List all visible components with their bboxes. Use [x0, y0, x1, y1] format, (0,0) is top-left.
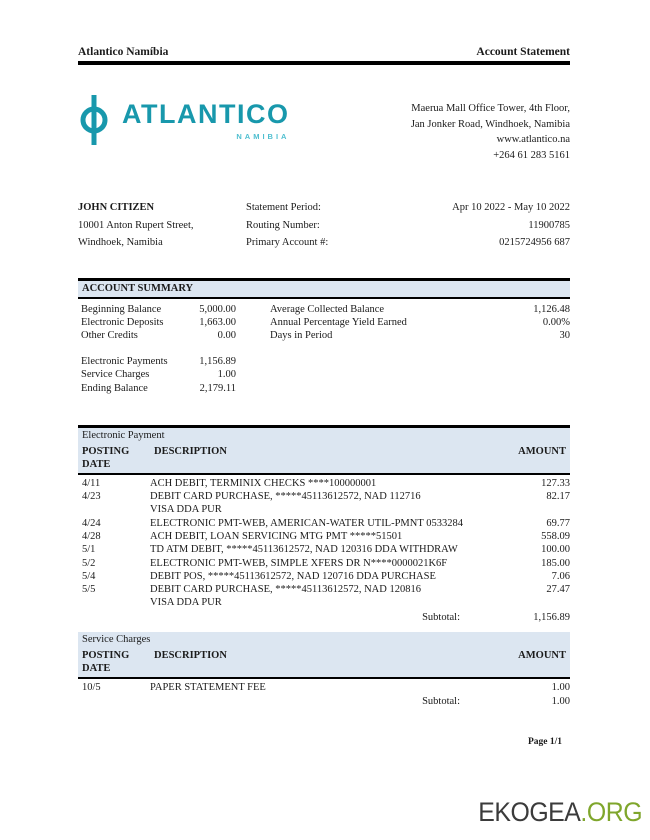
service-charges-subtotal-row [78, 695, 570, 708]
logo-text [122, 95, 289, 141]
header-rule [78, 61, 570, 65]
summary-row [78, 368, 570, 381]
header-bank-name: Atlantico Namíbia [78, 46, 169, 58]
document-header [78, 0, 570, 58]
tx-amount: 27.47 [546, 584, 570, 596]
tx-amount: 558.09 [541, 530, 570, 542]
subtotal-spacer [78, 611, 150, 624]
statement-info-labels [246, 199, 396, 252]
tx-amount: 185.00 [541, 557, 570, 569]
col-description: DESCRIPTION [154, 445, 227, 457]
tx-amount: 7.06 [551, 570, 570, 582]
summary-value: 0.00% [542, 316, 570, 328]
table-row [78, 517, 570, 530]
bank-address-line2: Jan Jonker Road, Windhoek, Namibia [410, 118, 570, 130]
logo-brand-name: ATLANTICO [122, 99, 290, 129]
tx-description: TD ATM DEBIT, *****45113612572, NAD 120316 DDA WITHDRAW [150, 544, 458, 556]
summary-label: Service Charges [81, 369, 150, 381]
tx-description-line2: VISA DDA PUR [150, 597, 222, 609]
summary-row [78, 382, 570, 395]
tx-description-line1: DEBIT CARD PURCHASE, *****45113612572, NAD 120816 [150, 584, 421, 596]
watermark-tld: .ORG [580, 797, 642, 827]
tx-amount: 127.33 [541, 477, 570, 489]
customer-name: JOHN CITIZEN [78, 202, 155, 213]
tx-date: 4/23 [82, 491, 101, 503]
summary-label: Average Collected Balance [270, 303, 385, 315]
table-row [78, 490, 570, 517]
table-row [78, 477, 570, 490]
subtotal-amount: 1,156.89 [533, 611, 570, 623]
tx-date: 4/24 [82, 517, 101, 529]
service-charges-table-header [78, 648, 570, 679]
subtotal-amount: 1.00 [551, 696, 570, 708]
atlantico-logo [78, 95, 289, 163]
col-amount: AMOUNT [518, 445, 566, 457]
customer-block [78, 199, 246, 252]
service-charges-title: Service Charges [78, 632, 570, 648]
summary-value: 1,156.89 [199, 356, 236, 368]
summary-row [78, 316, 570, 329]
atlantico-phi-icon [78, 95, 110, 145]
tx-date: 5/5 [82, 584, 96, 596]
bank-website: www.atlantico.na [496, 134, 570, 145]
electronic-payment-table-body [78, 475, 570, 624]
table-row [78, 681, 570, 694]
col-amount: AMOUNT [518, 649, 566, 661]
customer-address-line2: Windhoek, Namibia [78, 237, 163, 248]
tx-amount: 82.17 [546, 491, 570, 503]
table-row [78, 583, 570, 610]
statement-info-values [396, 199, 570, 252]
col-posting-date: POSTING DATE [82, 445, 130, 470]
tx-description: ELECTRONIC PMT-WEB, SIMPLE XFERS DR N****0000021K6F [150, 557, 448, 569]
routing-number-label: Routing Number: [246, 219, 320, 231]
page-number: Page 1/1 [527, 736, 562, 747]
subtotal-label: Subtotal: [422, 611, 460, 623]
subtotal-label: Subtotal: [422, 696, 460, 708]
tx-description: ACH DEBIT, TERMINIX CHECKS ****100000001 [150, 477, 377, 489]
bank-phone: +264 61 283 5161 [493, 149, 570, 161]
header-doc-title: Account Statement [476, 46, 570, 58]
tx-date: 4/11 [82, 477, 101, 489]
summary-label: Ending Balance [81, 382, 148, 394]
statement-period-label: Statement Period: [246, 202, 321, 213]
table-row [78, 570, 570, 583]
brand-row [78, 95, 570, 163]
electronic-payment-title: Electronic Payment [78, 428, 570, 444]
ekogea-watermark [478, 797, 642, 828]
summary-label: Electronic Deposits [81, 316, 164, 328]
bank-address-block [411, 95, 570, 163]
summary-spacer [78, 342, 570, 355]
electronic-payment-subtotal-row [78, 611, 570, 624]
tx-description [150, 583, 480, 610]
summary-value: 1.00 [217, 369, 236, 381]
table-row [78, 530, 570, 543]
tx-description-line2: VISA DDA PUR [150, 504, 222, 516]
bank-address-line1: Maerua Mall Office Tower, 4th Floor, [411, 103, 570, 114]
summary-value: 5,000.00 [199, 303, 236, 315]
tx-description [150, 490, 480, 517]
routing-number-value: 11900785 [528, 219, 570, 231]
tx-description: ACH DEBIT, LOAN SERVICING MTG PMT *****51501 [150, 530, 403, 542]
summary-label: Electronic Payments [81, 356, 168, 368]
col-description: DESCRIPTION [154, 649, 227, 661]
col-posting-date: POSTING DATE [82, 649, 130, 674]
summary-label: Days in Period [270, 329, 333, 341]
statement-meta-row [78, 199, 570, 252]
tx-amount: 69.77 [546, 517, 570, 529]
tx-date: 5/1 [82, 544, 96, 556]
service-charges-table-body [78, 679, 570, 709]
tx-date: 4/28 [82, 530, 101, 542]
service-charges-section [78, 632, 570, 709]
tx-date: 5/4 [82, 570, 96, 582]
tx-amount: 1.00 [551, 681, 570, 693]
account-summary-body [78, 299, 570, 395]
summary-label: Beginning Balance [81, 303, 162, 315]
table-row [78, 557, 570, 570]
tx-description: PAPER STATEMENT FEE [150, 681, 266, 693]
logo-region-name: NAMIBIA [236, 132, 290, 141]
tx-description-line1: DEBIT CARD PURCHASE, *****45113612572, NAD 112716 [150, 491, 421, 503]
statement-period-value: Apr 10 2022 - May 10 2022 [452, 202, 570, 213]
tx-description: ELECTRONIC PMT-WEB, AMERICAN-WATER UTIL-PMNT 0533284 [150, 517, 463, 529]
page-content [78, 0, 570, 747]
electronic-payment-section [78, 425, 570, 624]
tx-amount: 100.00 [541, 544, 570, 556]
tx-description: DEBIT POS, *****45113612572, NAD 120716 DDA PURCHASE [150, 570, 436, 582]
primary-account-value: 0215724956 687 [499, 237, 570, 248]
electronic-payment-table-header [78, 444, 570, 475]
watermark-name: EKOGEA [478, 797, 581, 827]
account-summary-section [78, 278, 570, 395]
summary-value: 1,126.48 [533, 303, 570, 315]
summary-value: 2,179.11 [199, 382, 236, 394]
customer-address-line1: 10001 Anton Rupert Street, [78, 219, 194, 231]
primary-account-label: Primary Account #: [246, 237, 329, 248]
summary-value: 1,663.00 [199, 316, 236, 328]
summary-value: 0.00 [217, 329, 236, 341]
summary-value: 30 [559, 329, 570, 341]
summary-row [78, 303, 570, 316]
summary-label: Other Credits [81, 329, 138, 341]
summary-row [78, 355, 570, 368]
table-row [78, 543, 570, 556]
summary-row [78, 329, 570, 342]
subtotal-spacer [78, 695, 150, 708]
tx-date: 10/5 [82, 681, 101, 693]
summary-label: Annual Percentage Yield Earned [270, 316, 407, 328]
account-summary-title: ACCOUNT SUMMARY [78, 281, 570, 299]
tx-date: 5/2 [82, 557, 96, 569]
